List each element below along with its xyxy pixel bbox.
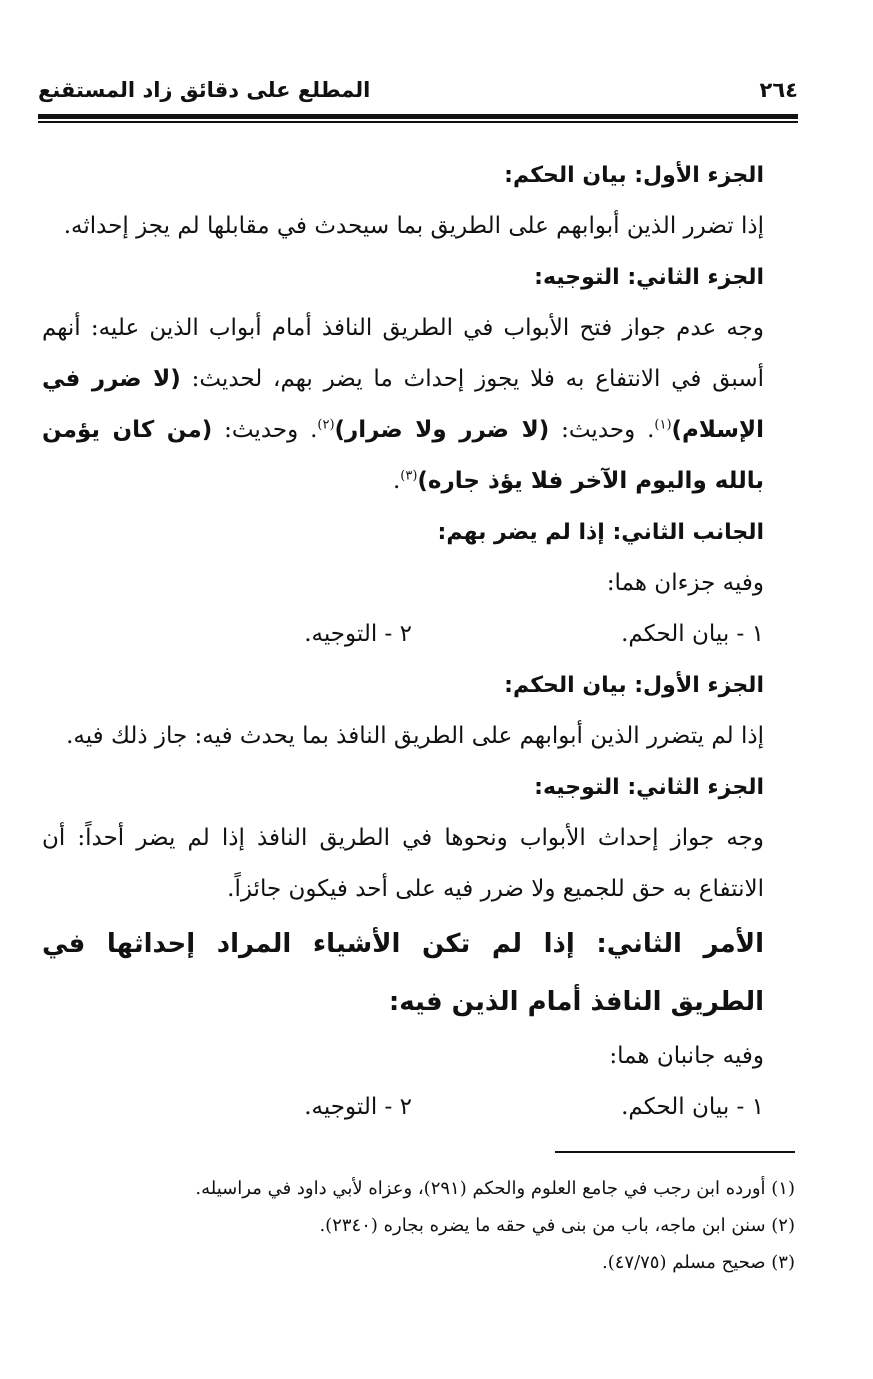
numbered-list [42, 1082, 764, 1133]
major-heading: الأمر الثاني: إذا لم تكن الأشياء المراد إحداثها في الطريق النافذ أمام الذين فيه: [42, 929, 764, 1017]
header-rule-thin [38, 121, 798, 123]
paragraph-text: . وحديث: [224, 417, 318, 443]
section-heading: الجزء الأول: بيان الحكم: [504, 163, 764, 188]
book-title: المطلع على دقائق زاد المستقنع [38, 78, 371, 102]
footnote: (٢) سنن ابن ماجه، باب من بنى في حقه ما يضره بجاره (٢٣٤٠). [319, 1215, 795, 1236]
paragraph: وفيه جزءان هما: [606, 570, 764, 596]
page-number: ٢٦٤ [759, 78, 798, 102]
footnote: (٣) صحيح مسلم (٤٧/٧٥). [601, 1252, 795, 1273]
list-item: ٢ - التوجيه. [304, 1094, 412, 1120]
footnote-ref: (٢) [317, 417, 335, 433]
footnote: (١) أورده ابن رجب في جامع العلوم والحكم (٢٩١)، وعزاه لأبي داود في مراسيله. [195, 1178, 795, 1199]
footnotes [60, 1170, 795, 1281]
paragraph [42, 303, 764, 507]
header-rule-thick [38, 114, 798, 119]
section-heading: الجزء الأول: بيان الحكم: [504, 673, 764, 698]
paragraph-text: وجه عدم جواز فتح الأبواب في الطريق النافذ أمام أبواب الذين عليه: أنهم أسبق في الانتفاع به فلا يجوز إحداث ما يضر بهم، لحديث: [42, 315, 764, 392]
paragraph: إذا تضرر الذين أبوابهم على الطريق بما سيحدث في مقابلها لم يجز إحداثه. [63, 213, 764, 239]
section-heading: الجانب الثاني: إذا لم يضر بهم: [437, 520, 764, 545]
hadith-quote: (لا ضرر في الإسلام) [42, 366, 765, 443]
paragraph-text: . وحديث: [561, 417, 655, 443]
paragraph-text: . [392, 468, 401, 494]
paragraph: إذا لم يتضرر الذين أبوابهم على الطريق النافذ بما يحدث فيه: جاز ذلك فيه. [66, 723, 764, 749]
main-text [42, 150, 764, 1133]
footnote-separator [555, 1151, 795, 1153]
hadith-quote: (من كان يؤمن بالله واليوم الآخر فلا يؤذ جاره) [42, 417, 764, 494]
section-heading: الجزء الثاني: التوجيه: [534, 265, 764, 290]
footnote-ref: (٣) [400, 468, 418, 484]
paragraph: وفيه جانبان هما: [609, 1043, 764, 1069]
footnote-ref: (١) [654, 417, 672, 433]
running-header [38, 78, 798, 114]
numbered-list [42, 609, 764, 660]
hadith-quote: (لا ضرر ولا ضرار) [334, 417, 550, 443]
list-item: ٢ - التوجيه. [304, 621, 412, 647]
section-heading: الجزء الثاني: التوجيه: [534, 775, 764, 800]
list-item: ١ - بيان الحكم. [621, 621, 764, 647]
paragraph: وجه جواز إحداث الأبواب ونحوها في الطريق النافذ إذا لم يضر أحداً: أن الانتفاع به حق للجميع ولا ضرر فيه على أحد فيكون جائزاً. [42, 825, 764, 902]
list-item: ١ - بيان الحكم. [621, 1094, 764, 1120]
